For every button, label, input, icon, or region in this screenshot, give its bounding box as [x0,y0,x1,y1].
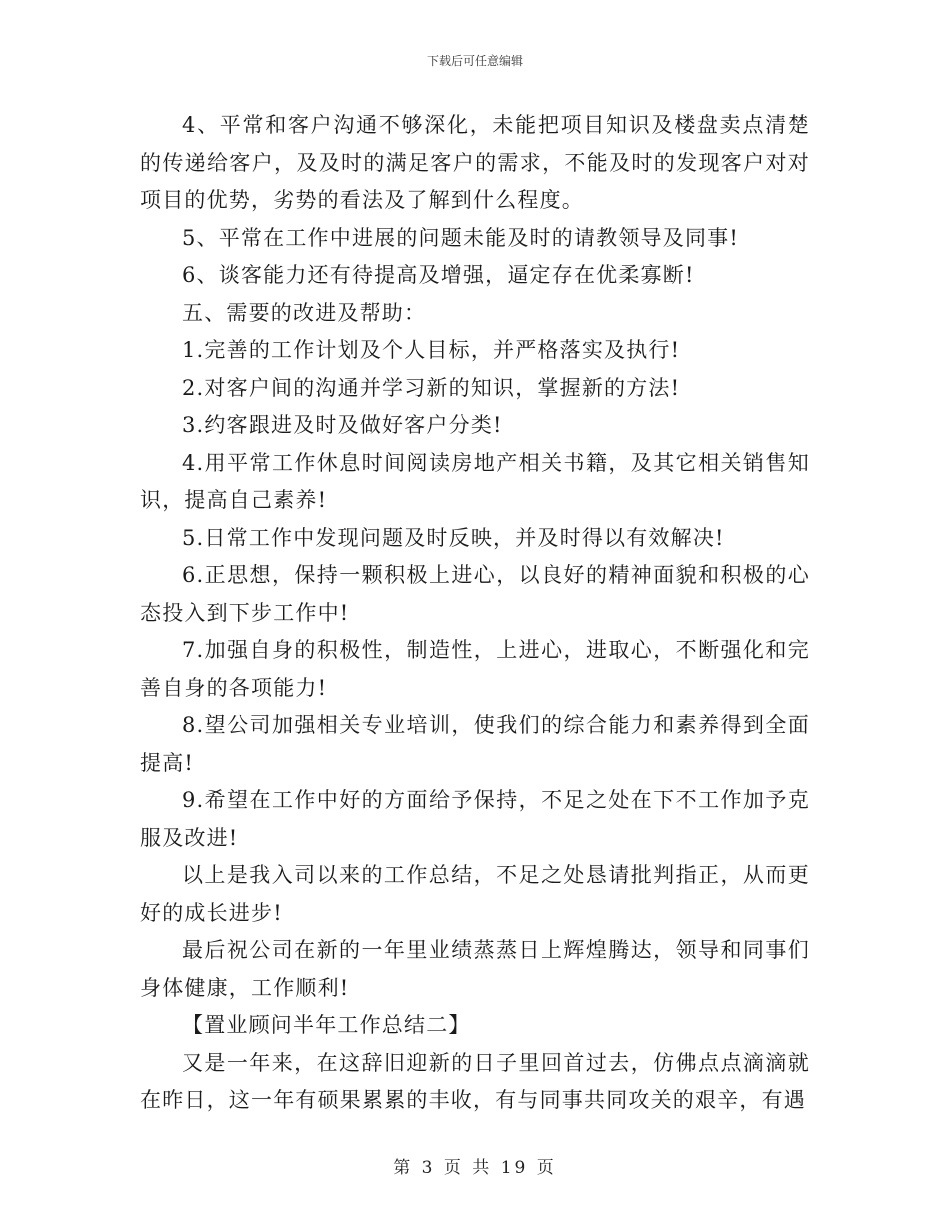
paragraph: 以上是我入司以来的工作总结，不足之处恳请批判指正，从而更好的成长进步! [140,863,810,925]
page-footer: 第 3 页 共 19 页 [393,1158,557,1178]
paragraph: 6、谈客能力还有待提高及增强，逼定存在优柔寡断! [182,263,695,287]
paragraph: 2.对客户间的沟通并学习新的知识，掌握新的方法! [182,375,681,400]
paragraph: 最后祝公司在新的一年里业绩蒸蒸日上辉煌腾达，领导和同事们身体健康，工作顺利! [140,938,810,1000]
page-header: 下载后可任意编辑 [426,54,523,68]
paragraph: 4.用平常工作休息时间阅读房地产相关书籍，及其它相关销售知识，提高自己素养! [140,450,810,512]
paragraph: 9.希望在工作中好的方面给予保持，不足之处在下不工作加予克服及改进! [140,788,810,850]
paragraph: 1.完善的工作计划及个人目标，并严格落实及执行! [182,338,681,362]
paragraph: 8.望公司加强相关专业培训，使我们的综合能力和素养得到全面提高! [140,713,810,775]
paragraph: 又是一年来，在这辞旧迎新的日子里回首过去，仿佛点点滴滴就在昨日，这一年有硕果累累的丰收，有与同事共同攻关的艰辛，有遇 [140,1050,810,1112]
paragraph: 5、平常在工作中进展的问题未能及时的请教领导及同事! [182,225,739,250]
paragraph: 6.正思想，保持一颗积极上进心，以良好的精神面貌和积极的心态投入到下步工作中! [140,563,810,625]
paragraph: 7.加强自身的积极性，制造性，上进心，进取心，不断强化和完善自身的各项能力! [140,638,810,700]
paragraph: 3.约客跟进及时及做好客户分类! [182,413,503,437]
document-body [140,107,810,1120]
paragraph: 5.日常工作中发现问题及时反映，并及时得以有效解决! [182,525,725,550]
section-title: 【置业顾问半年工作总结二】 [182,1013,471,1037]
paragraph: 4、平常和客户沟通不够深化，未能把项目知识及楼盘卖点清楚的传递给客户，及及时的满足客户的需求，不能及时的发现客户对对项目的优势，劣势的看法及了解到什么程度。 [140,113,810,212]
section-heading: 五、需要的改进及帮助： [182,300,427,325]
